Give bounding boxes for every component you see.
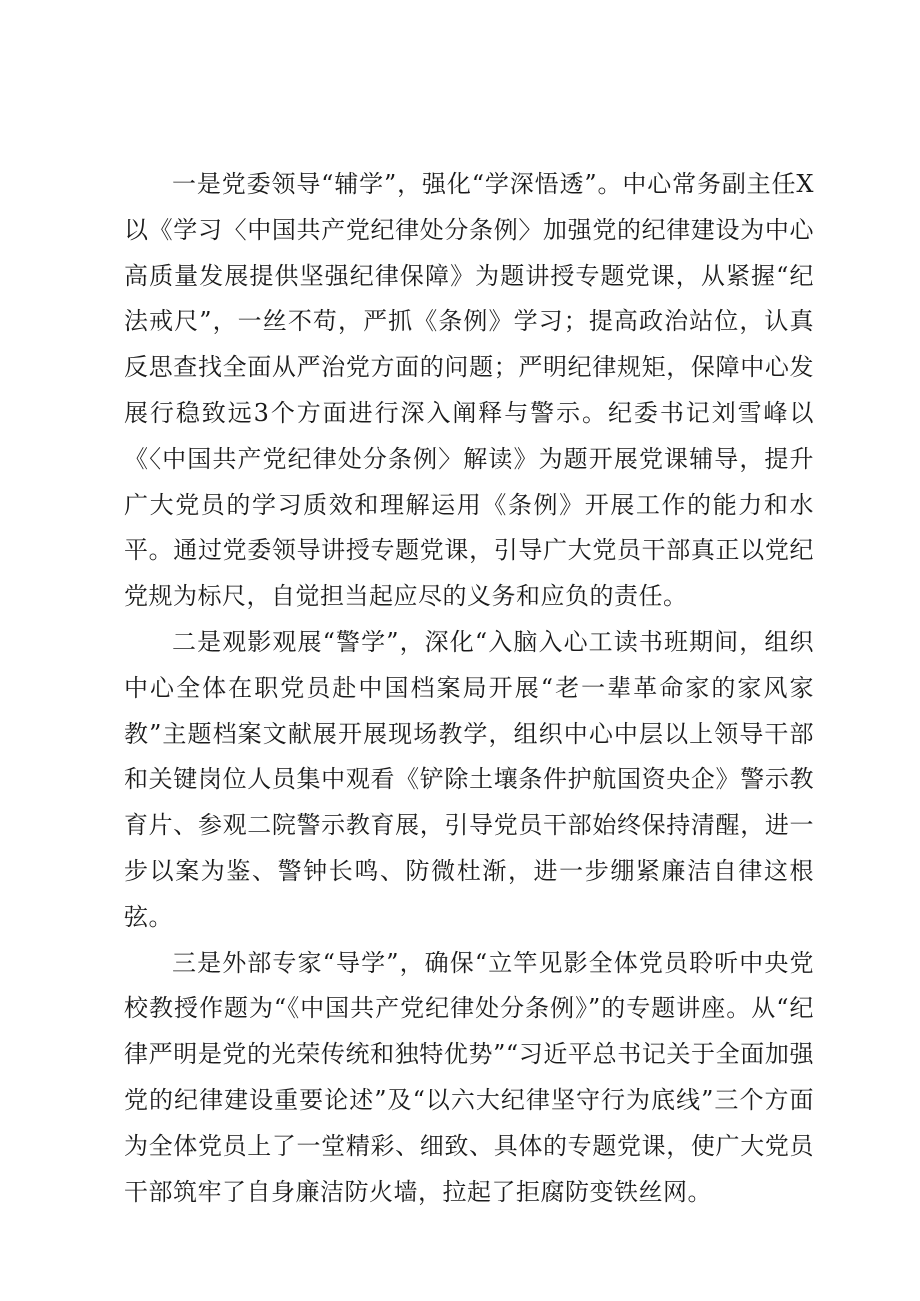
paragraph-expert-lecture: 三是外部专家“导学”，确保“立竿见影全体党员聆听中央党校教授作题为“《中国共产党纪律处分条例》”的专题讲座。从“纪律严明是党的光荣传统和独特优势”“习近平总书记关于全面加强党的纪律建设重要论述”及“以六大纪律坚守行为底线”三个方面为全体党员上了一堂精彩、细致、具体的专题党课，使广大党员干部筑牢了自身廉洁防火墙，拉起了拒腐防变铁丝网。 <box>124 948 814 1206</box>
paragraph-film-exhibition-warning: 二是观影观展“警学”，深化“入脑入心工读书班期间，组织中心全体在职党员赴中国档案局开展“老一辈革命家的家风家教”主题档案文献展开展现场教学，组织中心中层以上领导干部和关键岗位人员集中观看《铲除土壤条件护航国资央企》警示教育片、参观二院警示教育展，引导党员干部始终保持清醒，进一步以案为鉴、警钟长鸣、防微杜渐，进一步绷紧廉洁自律这根弦。 <box>124 627 814 931</box>
paragraph-party-committee-guidance: 一是党委领导“辅学”，强化“学深悟透”。中心常务副主任X以《学习〈中国共产党纪律处分条例〉加强党的纪律建设为中心高质量发展提供坚强纪律保障》为题讲授专题党课，从紧握“纪法戒尺”，一丝不苟，严抓《条例》学习；提高政治站位，认真反思查找全面从严治党方面的问题；严明纪律规矩，保障中心发展行稳致远3个方面进行深入阐释与警示。纪委书记刘雪峰以《〈中国共产党纪律处分条例〉解读》为题开展党课辅导，提升广大党员的学习质效和理解运用《条例》开展工作的能力和水平。通过党委领导讲授专题党课，引导广大党员干部真正以党纪党规为标尺，自觉担当起应尽的义务和应负的责任。 <box>124 170 814 611</box>
document-body <box>124 162 814 1215</box>
